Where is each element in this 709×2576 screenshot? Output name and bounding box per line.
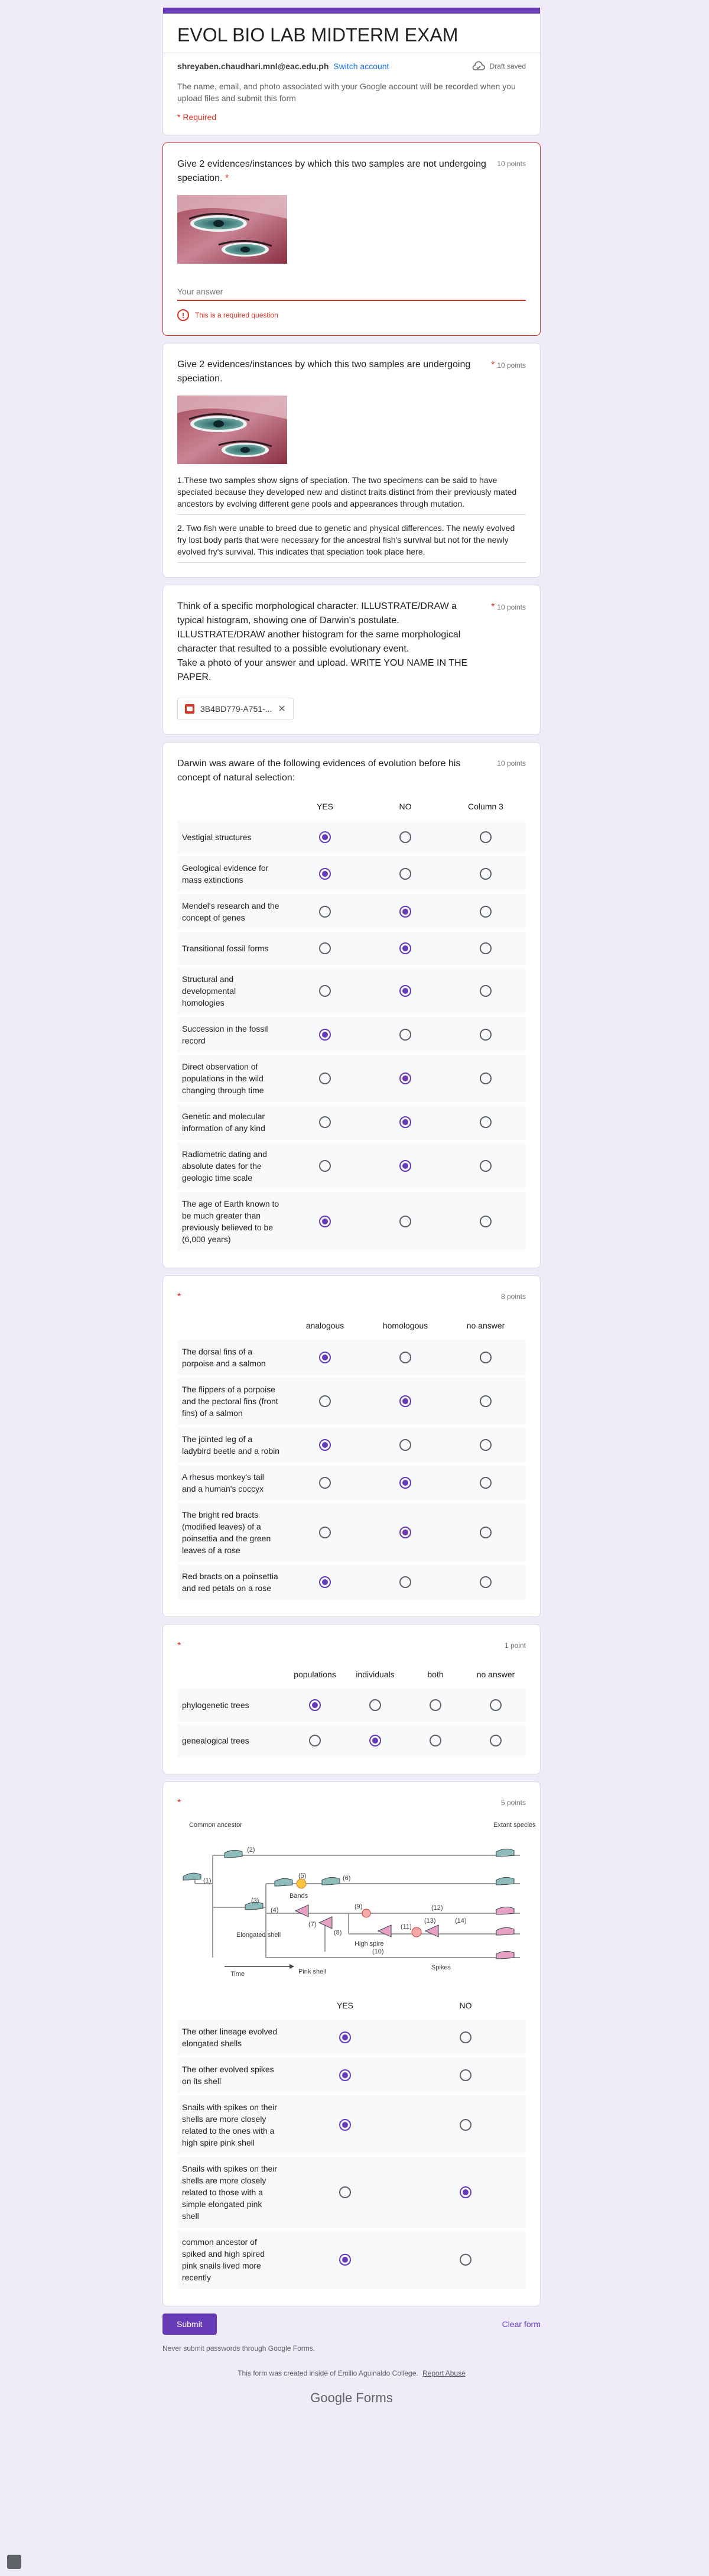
radio-selected[interactable] bbox=[339, 2119, 351, 2131]
question-card-4 bbox=[162, 742, 541, 1268]
grid-row bbox=[177, 1465, 526, 1501]
row-label: Vestigial structures bbox=[182, 832, 252, 842]
grid-cell bbox=[285, 2186, 405, 2198]
row-label: common ancestor of spiked and high spired pink snails lived more recently bbox=[182, 2237, 265, 2282]
diagram-bands-label: Bands bbox=[290, 1893, 308, 1900]
grid-row bbox=[177, 1503, 526, 1562]
grid-cell bbox=[445, 906, 526, 918]
points-label: * 10 points bbox=[491, 602, 526, 612]
row-label: Succession in the fossil record bbox=[182, 1024, 268, 1045]
grid-header bbox=[177, 1317, 526, 1340]
column-header: NO bbox=[399, 802, 412, 811]
remove-file-icon[interactable]: ✕ bbox=[278, 704, 286, 714]
radio-unselected[interactable] bbox=[319, 942, 331, 954]
grid-cell bbox=[285, 2119, 405, 2131]
grid-cell bbox=[285, 1160, 365, 1172]
radio-selected[interactable] bbox=[319, 1216, 331, 1227]
diagram-node-label: (6) bbox=[343, 1875, 351, 1882]
row-label: Red bracts on a poinsettia and red petals on a rose bbox=[182, 1571, 278, 1593]
radio-unselected[interactable] bbox=[399, 1216, 411, 1227]
grid-row bbox=[177, 1104, 526, 1140]
radio-unselected[interactable] bbox=[480, 1029, 492, 1041]
row-label: A rhesus monkey's tail and a human's coccyx bbox=[182, 1472, 264, 1493]
grid-cell bbox=[285, 868, 365, 880]
grid-cell bbox=[285, 1352, 365, 1363]
grid-row bbox=[177, 2157, 526, 2228]
radio-unselected[interactable] bbox=[319, 1116, 331, 1128]
radio-selected[interactable] bbox=[339, 2031, 351, 2043]
diagram-node-label: (10) bbox=[372, 1948, 384, 1955]
form-title: EVOL BIO LAB MIDTERM EXAM bbox=[177, 24, 458, 46]
grid-row bbox=[177, 1378, 526, 1425]
grid-cell bbox=[445, 1072, 526, 1084]
answer-text-input[interactable] bbox=[177, 283, 526, 301]
radio-unselected[interactable] bbox=[480, 1160, 492, 1172]
points-label: * 10 points bbox=[491, 360, 526, 370]
grid-cell bbox=[445, 1527, 526, 1538]
question-title: * bbox=[177, 1292, 181, 1302]
grid-cell bbox=[285, 2069, 405, 2081]
radio-unselected[interactable] bbox=[490, 1699, 502, 1711]
radio-unselected[interactable] bbox=[480, 1395, 492, 1407]
diagram-elongated-shell-label: Elongated shell bbox=[236, 1932, 281, 1939]
row-label: Mendel's research and the concept of genes bbox=[182, 901, 279, 922]
radio-selected[interactable] bbox=[399, 1477, 411, 1489]
grid-cell bbox=[365, 906, 445, 918]
grid-row bbox=[177, 932, 526, 965]
column-header: Column 3 bbox=[468, 802, 503, 811]
radio-unselected[interactable] bbox=[480, 906, 492, 918]
grid-cell bbox=[285, 831, 365, 843]
row-label: Structural and developmental homologies bbox=[182, 974, 236, 1007]
grid-cell bbox=[285, 1072, 365, 1084]
diagram-node-label: (9) bbox=[354, 1903, 363, 1910]
grid-cell bbox=[445, 1029, 526, 1041]
question-card-1 bbox=[162, 142, 541, 336]
radio-unselected[interactable] bbox=[399, 1352, 411, 1363]
radio-unselected[interactable] bbox=[319, 1527, 331, 1538]
form-column bbox=[162, 7, 541, 2406]
error-icon: ! bbox=[177, 309, 189, 321]
radio-unselected[interactable] bbox=[319, 1477, 331, 1489]
grid-cell bbox=[445, 1576, 526, 1588]
radio-selected[interactable] bbox=[319, 1439, 331, 1451]
radio-unselected[interactable] bbox=[480, 1072, 492, 1084]
points-label: 10 points bbox=[497, 160, 526, 168]
column-header: YES bbox=[336, 2001, 353, 2010]
radio-selected[interactable] bbox=[369, 1735, 381, 1747]
grid-row bbox=[177, 1192, 526, 1251]
grid-cell bbox=[285, 1576, 365, 1588]
radio-unselected[interactable] bbox=[339, 2186, 351, 2198]
grid-cell bbox=[365, 985, 445, 997]
grid-cell bbox=[445, 985, 526, 997]
diagram-node-label: (13) bbox=[424, 1917, 436, 1924]
radio-unselected[interactable] bbox=[430, 1735, 441, 1747]
grid-cell bbox=[405, 2069, 526, 2081]
snail-phylogeny-diagram bbox=[177, 1819, 536, 1984]
form-origin-note: This form was created inside of Emilio Aguinaldo College. Report Abuse bbox=[238, 2369, 466, 2377]
diagram-node-label: (3) bbox=[251, 1897, 259, 1904]
radio-unselected[interactable] bbox=[480, 1352, 492, 1363]
row-label: Transitional fossil forms bbox=[182, 944, 269, 953]
grid-cell bbox=[365, 868, 445, 880]
diagram-time-label: Time bbox=[230, 1971, 245, 1978]
radio-selected[interactable] bbox=[399, 1116, 411, 1128]
radio-unselected[interactable] bbox=[319, 1395, 331, 1407]
grid-cell bbox=[445, 1439, 526, 1451]
grid-cell bbox=[285, 1395, 365, 1407]
radio-unselected[interactable] bbox=[319, 985, 331, 997]
answer-paragraph-2[interactable]: 2. Two fish were unable to breed due to genetic and physical differences. The newly evolved fry lost body parts that were necessary for the ancestral fish's survival but not for the newly evolved fry's survival. This indicates that speciation took place here. bbox=[177, 515, 526, 563]
account-email: shreyaben.chaudhari.mnl@eac.edu.ph bbox=[177, 61, 329, 71]
radio-selected[interactable] bbox=[399, 985, 411, 997]
password-warning: Never submit passwords through Google Forms. bbox=[162, 2344, 316, 2353]
grid-cell bbox=[405, 2254, 526, 2266]
radio-unselected[interactable] bbox=[480, 985, 492, 997]
grid-cell bbox=[285, 1477, 365, 1489]
choice-grid bbox=[177, 1317, 526, 1600]
row-label: Direct observation of populations in the wild changing through time bbox=[182, 1062, 264, 1095]
grid-cell bbox=[445, 1477, 526, 1489]
radio-selected[interactable] bbox=[399, 1527, 411, 1538]
diagram-node-label: (4) bbox=[271, 1907, 279, 1914]
grid-header bbox=[177, 1666, 526, 1689]
radio-unselected[interactable] bbox=[399, 868, 411, 880]
grid-cell bbox=[285, 1439, 365, 1451]
grid-row bbox=[177, 894, 526, 929]
question-card-5 bbox=[162, 1275, 541, 1617]
grid-cell bbox=[365, 1072, 445, 1084]
image-file-icon bbox=[185, 704, 194, 714]
grid-cell bbox=[445, 1216, 526, 1227]
grid-row bbox=[177, 1017, 526, 1052]
grid-cell bbox=[285, 2031, 405, 2043]
diagram-high-spire-label: High spire bbox=[354, 1940, 384, 1948]
grid-cell bbox=[345, 1699, 405, 1711]
row-label: Radiometric dating and absolute dates for the geologic time scale bbox=[182, 1149, 267, 1182]
grid-cell bbox=[345, 1735, 405, 1747]
diagram-extant-species-label: Extant species bbox=[493, 1822, 536, 1829]
radio-selected[interactable] bbox=[399, 1395, 411, 1407]
cloud-done-icon bbox=[472, 61, 485, 71]
question-card-6 bbox=[162, 1624, 541, 1774]
grid-cell bbox=[365, 831, 445, 843]
radio-unselected[interactable] bbox=[480, 1527, 492, 1538]
radio-selected[interactable] bbox=[319, 868, 331, 880]
radio-selected[interactable] bbox=[319, 1352, 331, 1363]
points-label: 8 points bbox=[500, 1292, 526, 1301]
draft-saved-label: Draft saved bbox=[489, 62, 526, 70]
grid-header bbox=[177, 798, 526, 821]
column-header: no answer bbox=[476, 1670, 515, 1679]
radio-unselected[interactable] bbox=[480, 1576, 492, 1588]
radio-unselected[interactable] bbox=[369, 1699, 381, 1711]
question-card-2 bbox=[162, 343, 541, 578]
radio-unselected[interactable] bbox=[460, 2031, 471, 2043]
grid-row bbox=[177, 856, 526, 892]
points-label: 10 points bbox=[497, 759, 526, 767]
row-label: Geological evidence for mass extinctions bbox=[182, 863, 269, 884]
grid-cell bbox=[285, 1527, 365, 1538]
clear-form-button[interactable]: Clear form bbox=[502, 2319, 541, 2329]
grid-cell bbox=[445, 1395, 526, 1407]
eye-makeup-photo bbox=[177, 195, 287, 264]
form-header-card bbox=[162, 7, 541, 135]
question-title: * bbox=[177, 1798, 181, 1808]
diagram-node-label: (11) bbox=[401, 1923, 412, 1930]
grid-cell bbox=[365, 1477, 445, 1489]
column-header: analogous bbox=[305, 1321, 344, 1330]
radio-unselected[interactable] bbox=[319, 1072, 331, 1084]
grid-row bbox=[177, 2095, 526, 2154]
radio-unselected[interactable] bbox=[399, 1576, 411, 1588]
question-image bbox=[177, 396, 526, 467]
grid-row bbox=[177, 2020, 526, 2055]
grid-cell bbox=[365, 1395, 445, 1407]
grid-row bbox=[177, 2057, 526, 2093]
row-label: Genetic and molecular information of any kind bbox=[182, 1112, 265, 1133]
grid-cell bbox=[365, 1352, 445, 1363]
radio-unselected[interactable] bbox=[460, 2254, 471, 2266]
question-card-7 bbox=[162, 1781, 541, 2306]
row-label: Snails with spikes on their shells are more closely related to those with a simple elongated pink shell bbox=[182, 2164, 278, 2221]
report-abuse-link[interactable]: Report Abuse bbox=[422, 2369, 466, 2377]
radio-unselected[interactable] bbox=[399, 1439, 411, 1451]
uploaded-file-chip[interactable] bbox=[177, 698, 294, 720]
grid-cell bbox=[445, 1352, 526, 1363]
row-label: The other lineage evolved elongated shells bbox=[182, 2027, 278, 2048]
grid-cell bbox=[365, 1527, 445, 1538]
radio-selected[interactable] bbox=[339, 2069, 351, 2081]
column-header: homologous bbox=[382, 1321, 428, 1330]
column-header: no answer bbox=[466, 1321, 505, 1330]
grid-cell bbox=[285, 1216, 365, 1227]
grid-cell bbox=[405, 1735, 466, 1747]
answer-paragraph-1[interactable]: 1.These two samples show signs of speciation. The two specimens can be said to have speciated because they developed new and distinct traits distinct from their previously mated ancestors by evolving different gene pools and appearances through mutation. bbox=[177, 467, 526, 515]
row-label: The age of Earth known to be much greater than previously believed to be (6,000 years) bbox=[182, 1199, 279, 1244]
grid-row bbox=[177, 1564, 526, 1600]
account-row bbox=[177, 53, 526, 76]
question-image bbox=[177, 195, 526, 267]
grid-row bbox=[177, 1724, 526, 1757]
grid-row bbox=[177, 967, 526, 1015]
diagram-node-label: (2) bbox=[247, 1846, 255, 1854]
switch-account-link[interactable]: Switch account bbox=[333, 61, 389, 71]
question-title: Darwin was aware of the following evidences of evolution before his concept of natural selection: bbox=[177, 759, 461, 783]
eye-makeup-photo bbox=[177, 396, 287, 464]
row-label: Snails with spikes on their shells are more closely related to the ones with a high spire pink shell bbox=[182, 2102, 278, 2147]
column-header: individuals bbox=[356, 1670, 395, 1679]
radio-selected[interactable] bbox=[460, 2186, 471, 2198]
row-label: The other evolved spikes on its shell bbox=[182, 2065, 274, 2086]
submit-button[interactable]: Submit bbox=[162, 2313, 217, 2335]
google-forms-logo[interactable]: Google Forms bbox=[310, 2390, 393, 2405]
row-label: The bright red bracts (modified leaves) of a poinsettia and the green leaves of a rose bbox=[182, 1510, 271, 1555]
radio-unselected[interactable] bbox=[399, 1029, 411, 1041]
grid-cell bbox=[285, 2254, 405, 2266]
grid-cell bbox=[365, 1439, 445, 1451]
choice-grid bbox=[177, 798, 526, 1251]
grid-cell bbox=[466, 1699, 526, 1711]
question-title: Think of a specific morphological character. ILLUSTRATE/DRAW a typical histogram, showing one of Darwin's postulate. ILLUSTRATE/DRAW another histogram for the same morphological character that resulted to a possible evolutionary event. Take a photo of your answer and upload. WRITE YOU NAME IN THE PAPER. bbox=[177, 601, 468, 682]
diagram-spikes-label: Spikes bbox=[431, 1964, 451, 1971]
radio-unselected[interactable] bbox=[399, 831, 411, 843]
grid-cell bbox=[405, 2031, 526, 2043]
accent-bar bbox=[163, 8, 540, 14]
radio-unselected[interactable] bbox=[480, 831, 492, 843]
grid-cell bbox=[285, 942, 365, 954]
row-label: phylogenetic trees bbox=[182, 1700, 249, 1710]
points-label: 1 point bbox=[504, 1641, 526, 1650]
grid-cell bbox=[445, 1116, 526, 1128]
snail-shell-icons bbox=[183, 1849, 514, 1959]
question-title: * bbox=[177, 1641, 181, 1651]
radio-selected[interactable] bbox=[399, 1160, 411, 1172]
radio-selected[interactable] bbox=[319, 1029, 331, 1041]
grid-cell bbox=[285, 1699, 345, 1711]
radio-unselected[interactable] bbox=[480, 1439, 492, 1451]
radio-unselected[interactable] bbox=[480, 1116, 492, 1128]
radio-selected[interactable] bbox=[309, 1699, 321, 1711]
grid-cell bbox=[466, 1735, 526, 1747]
grid-cell bbox=[285, 985, 365, 997]
grid-cell bbox=[285, 906, 365, 918]
grid-row bbox=[177, 1340, 526, 1375]
grid-cell bbox=[365, 1116, 445, 1128]
question-card-3 bbox=[162, 585, 541, 735]
grid-cell bbox=[445, 831, 526, 843]
radio-selected[interactable] bbox=[399, 1072, 411, 1084]
radio-unselected[interactable] bbox=[319, 1160, 331, 1172]
grid-header bbox=[177, 1997, 526, 2020]
question-title: Give 2 evidences/instances by which this two samples are not undergoing speciation. * bbox=[177, 159, 486, 183]
radio-selected[interactable] bbox=[399, 942, 411, 954]
radio-unselected[interactable] bbox=[460, 2119, 471, 2131]
radio-unselected[interactable] bbox=[319, 906, 331, 918]
grid-cell bbox=[445, 1160, 526, 1172]
points-label: 5 points bbox=[500, 1799, 526, 1807]
grid-row bbox=[177, 821, 526, 854]
radio-selected[interactable] bbox=[399, 906, 411, 918]
grid-cell bbox=[445, 942, 526, 954]
column-header: both bbox=[427, 1670, 444, 1679]
radio-unselected[interactable] bbox=[460, 2069, 471, 2081]
column-header: NO bbox=[459, 2001, 472, 2010]
grid-row bbox=[177, 1689, 526, 1722]
diagram-common-ancestor-label: Common ancestor bbox=[189, 1822, 242, 1829]
grid-cell bbox=[285, 1735, 345, 1747]
feedback-icon[interactable] bbox=[7, 2555, 21, 2569]
diagram-pink-shell-label: Pink shell bbox=[298, 1968, 327, 1975]
diagram-node-label: (8) bbox=[334, 1929, 342, 1936]
grid-row bbox=[177, 1142, 526, 1190]
radio-unselected[interactable] bbox=[309, 1735, 321, 1747]
grid-cell bbox=[285, 1116, 365, 1128]
grid-cell bbox=[365, 1216, 445, 1227]
required-note: * Required bbox=[177, 112, 217, 122]
grid-cell bbox=[365, 1576, 445, 1588]
grid-row bbox=[177, 1427, 526, 1463]
diagram-node-label: (5) bbox=[298, 1872, 307, 1880]
row-label: genealogical trees bbox=[182, 1736, 249, 1745]
grid-cell bbox=[285, 1029, 365, 1041]
choice-grid bbox=[177, 1997, 526, 2289]
row-label: The dorsal fins of a porpoise and a salmon bbox=[182, 1347, 266, 1368]
column-header: populations bbox=[294, 1670, 336, 1679]
grid-cell bbox=[365, 942, 445, 954]
diagram-node-label: (14) bbox=[455, 1917, 467, 1924]
grid-cell bbox=[405, 1699, 466, 1711]
row-label: The flippers of a porpoise and the pectoral fins (front fins) of a salmon bbox=[182, 1385, 278, 1418]
column-header: YES bbox=[316, 802, 333, 811]
file-name: 3B4BD779-A751-... bbox=[200, 704, 272, 714]
radio-unselected[interactable] bbox=[490, 1735, 502, 1747]
radio-unselected[interactable] bbox=[480, 1477, 492, 1489]
grid-cell bbox=[365, 1029, 445, 1041]
draft-status bbox=[472, 61, 526, 71]
recording-notice: The name, email, and photo associated with your Google account will be recorded when you upload files and submit this form bbox=[177, 82, 516, 103]
question-title: Give 2 evidences/instances by which this two samples are undergoing speciation. bbox=[177, 359, 471, 384]
diagram-node-label: (7) bbox=[308, 1921, 317, 1928]
grid-cell bbox=[365, 1160, 445, 1172]
row-label: The jointed leg of a ladybird beetle and a robin bbox=[182, 1434, 280, 1456]
radio-selected[interactable] bbox=[319, 831, 331, 843]
grid-cell bbox=[445, 868, 526, 880]
radio-selected[interactable] bbox=[339, 2254, 351, 2266]
choice-grid bbox=[177, 1666, 526, 1757]
diagram-node-label: (1) bbox=[203, 1877, 212, 1884]
radio-unselected[interactable] bbox=[480, 868, 492, 880]
form-actions bbox=[162, 2313, 541, 2335]
diagram-node-label: (12) bbox=[431, 1904, 443, 1911]
grid-cell bbox=[405, 2186, 526, 2198]
radio-unselected[interactable] bbox=[480, 942, 492, 954]
radio-unselected[interactable] bbox=[480, 1216, 492, 1227]
grid-row bbox=[177, 2230, 526, 2289]
radio-unselected[interactable] bbox=[430, 1699, 441, 1711]
error-message: ! This is a required question bbox=[177, 309, 526, 321]
radio-selected[interactable] bbox=[319, 1576, 331, 1588]
grid-cell bbox=[405, 2119, 526, 2131]
grid-row bbox=[177, 1055, 526, 1102]
